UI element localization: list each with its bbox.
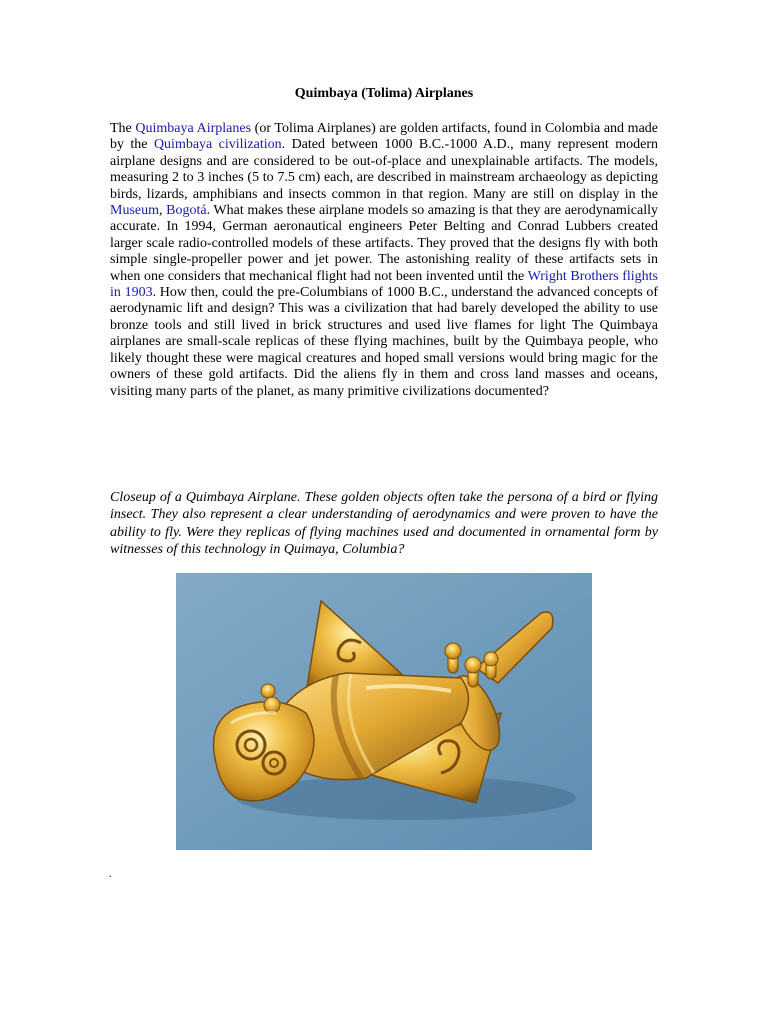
page-title: Quimbaya (Tolima) Airplanes: [294, 86, 474, 101]
text-run: (or Tolima Airplanes) are golden artifacts, found in Colombia and made by the: [110, 121, 658, 153]
stray-mark: .: [109, 869, 112, 880]
quimbaya-civilization-link[interactable]: Quimbaya civilization: [153, 137, 282, 153]
text-run: . How then, could the pre-Columbians of 1000 B.C., understand the advanced concepts of aerodynamic lift and design? This was a civilization that had barely developed the ability to use bronze tools and still lived in brick structures and used live flames for light The Quimbaya airplanes are small-scale replicas of these flying machines, built by the Quimbaya people, who likely thought these were magical creatures and hoped small versions would bring magic for the owners of these gold artifacts. Did the aliens fly in them and cross land masses and oceans, visiting many parts of the planet, as many primitive civilizations documented?: [110, 285, 659, 399]
quimbaya-airplane-photo: [176, 573, 592, 850]
text-run: . Dated between 1000 B.C.-1000 A.D., many represent modern airplane designs and are considered to be out-of-place and unexplainable artifacts. The models, measuring 2 to 3 inches (5 to 7.5 cm) each, are described in mainstream archaeology as depicting birds, lizards, amphibians and insects common in that region. Many are still on display in the: [110, 137, 659, 202]
text-run: ,: [159, 203, 167, 219]
image-caption: Closeup of a Quimbaya Airplane. These golden objects often take the persona of a bird or flying insect. They also represent a clear understanding of aerodynamics and were proven to have the ability to fly. Were they replicas of flying machines used and documented in ornamental form by witnesses of this technology in Quimaya, Columbia?: [110, 490, 658, 557]
quimbaya-airplanes-link[interactable]: Quimbaya Airplanes: [135, 121, 252, 136]
museum-link[interactable]: Museum: [110, 203, 159, 219]
article-paragraph: [110, 121, 658, 400]
wright-brothers-link[interactable]: Wright Brothers flights in 1903: [110, 268, 659, 301]
text-run: The: [110, 121, 136, 136]
bogota-link[interactable]: Bogotá: [166, 203, 207, 219]
text-run: . What makes these airplane models so amazing is that they are aerodynamically accurate. In 1994, German aeronautical engineers Peter Belting and Conrad Lubbers created larger scale radio-controlled models of these artifacts. They proved that the designs fly with both simple single-propeller power and jet power. The astonishing reality of these artifacts sets in when one considers that mechanical flight had not been invented until the: [110, 203, 659, 284]
